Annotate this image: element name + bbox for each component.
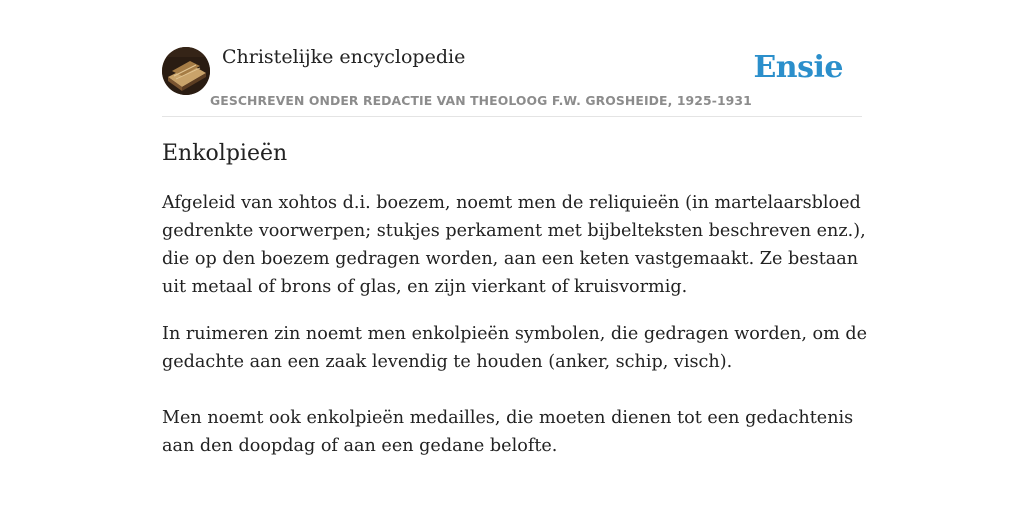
source-header: [162, 46, 862, 117]
entry-paragraph: Afgeleid van xohtos d.i. boezem, noemt men de reliquieën (in martelaarsbloed gedrenkte voorwerpen; stukjes perkament met bijbelteksten beschreven enz.), die op den boezem gedragen worden, aan een keten vastgemaakt. Ze bestaan uit metaal of brons of glas, en zijn vierkant of kruisvormig.: [162, 193, 866, 297]
book-photo-icon: [162, 47, 210, 95]
source-subtitle: GESCHREVEN ONDER REDACTIE VAN THEOLOOG F.W. GROSHEIDE, 1925-1931: [210, 93, 752, 108]
brand-logo[interactable]: Ensie: [753, 50, 843, 85]
entry-title: Enkolpieën: [162, 141, 288, 166]
entry-paragraph: In ruimeren zin noemt men enkolpieën symbolen, die gedragen worden, om de gedachte aan een zaak levendig te houden (anker, schip, visch).: [162, 324, 868, 372]
source-title[interactable]: Christelijke encyclopedie: [222, 46, 466, 68]
entry-paragraph: Men noemt ook enkolpieën medailles, die moeten dienen tot een gedachtenis aan den doopdag of aan een gedane belofte.: [162, 408, 854, 456]
source-avatar[interactable]: [162, 47, 210, 95]
entry-content: [162, 139, 872, 460]
